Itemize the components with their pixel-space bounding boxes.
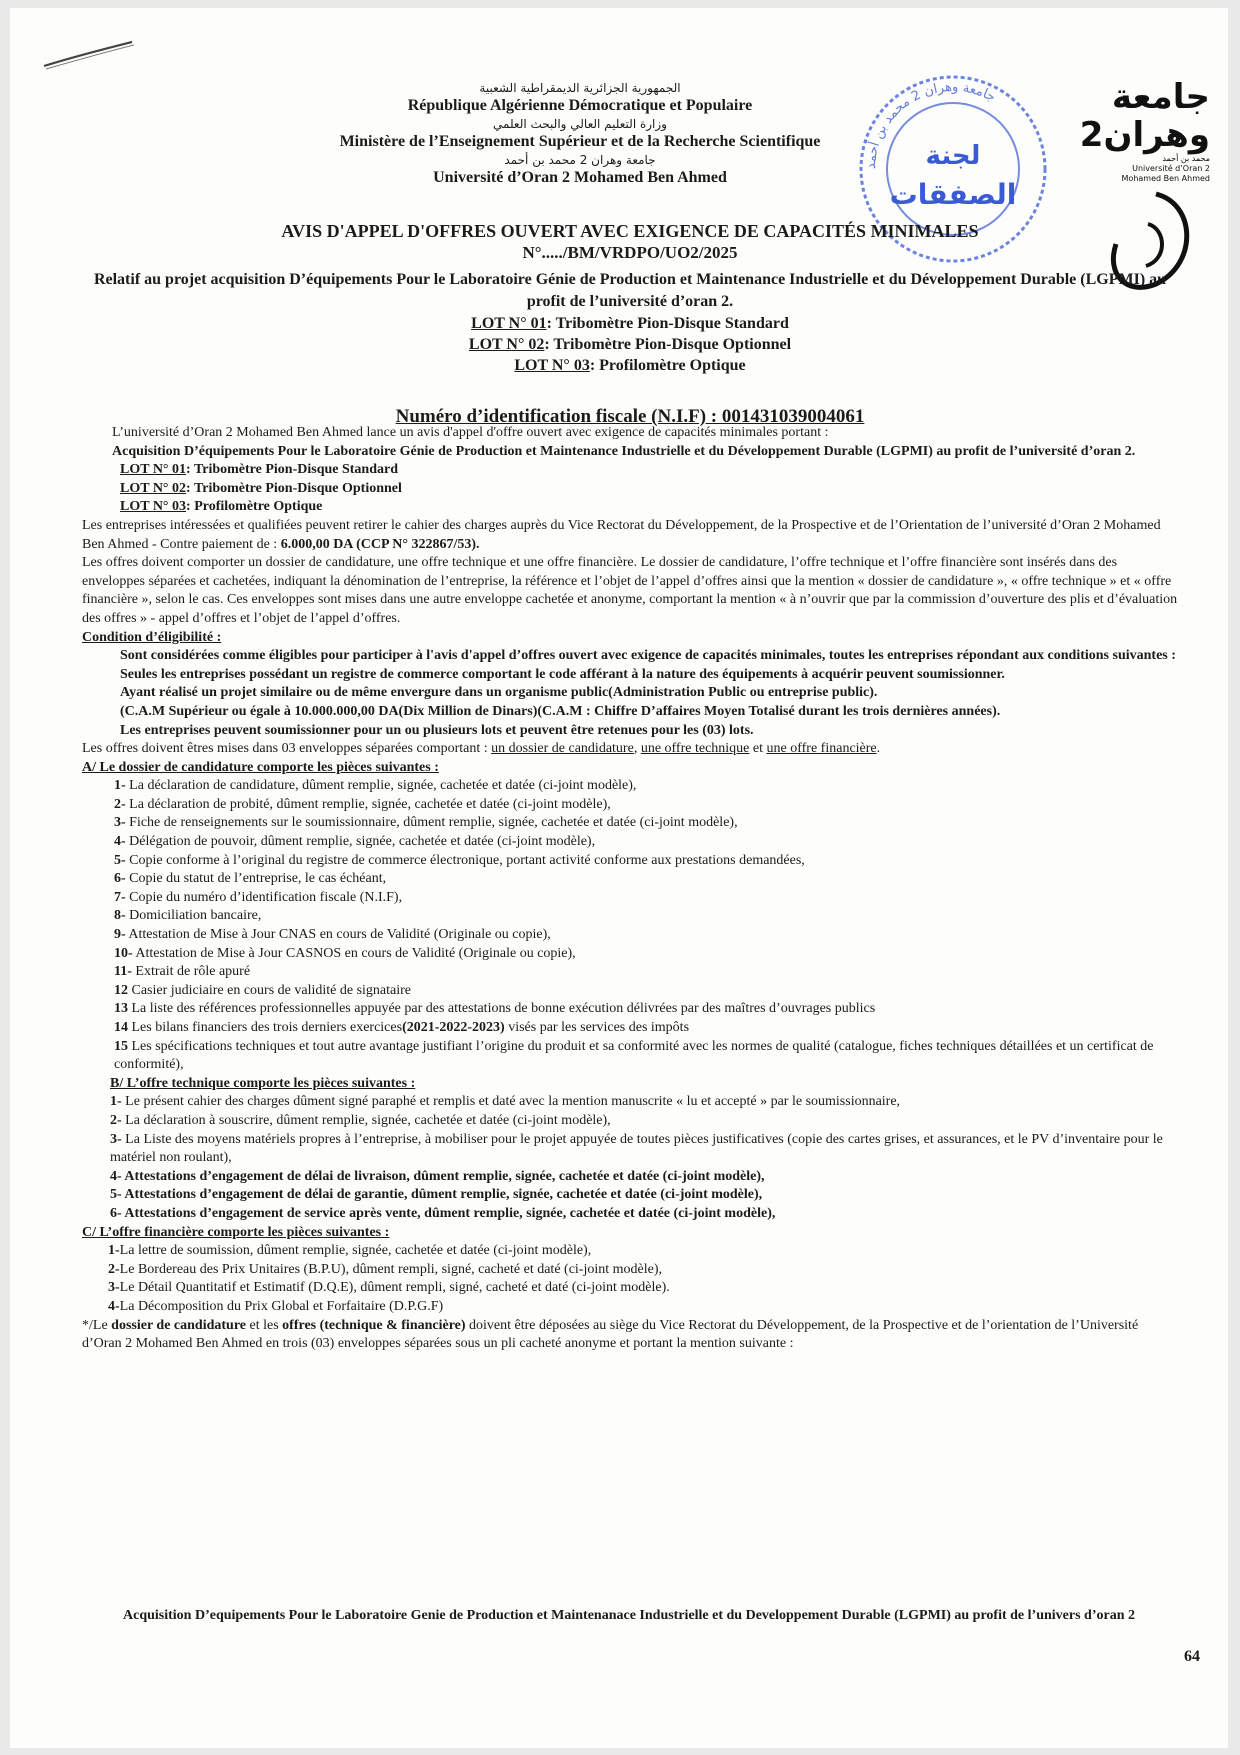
title-lot-2: LOT N° 02: Tribomètre Pion-Disque Optionnel	[468, 336, 792, 353]
university-arabic: جامعة وهران 2 محمد بن أحمد	[504, 153, 656, 167]
final-paragraph: */Le dossier de candidature et les offres (technique & financière) doivent être déposées au siège du Vice Rectorat du Développement, de la Prospective et de l’orientation de l’Université d’Oran 2 Mohamed Ben Ahmed en trois (03) enveloppes séparées sous un pli cacheté anonyme et portant la mention suivante :	[82, 1317, 1139, 1352]
tender-title-block	[90, 220, 1170, 376]
section-c-title: C/ L’offre financière comporte les pièces suivantes :	[82, 1224, 390, 1240]
logo-sub-arabic: محمد بن أحمد	[1162, 154, 1210, 163]
section-a-item: 12 Casier judiciaire en cours de validité de signataire	[114, 982, 412, 998]
section-a-list	[82, 777, 1180, 1075]
section-a-item: 2- La déclaration de probité, dûment remplie, signée, cachetée et datée (ci-joint modèle),	[114, 796, 611, 812]
tax-id-heading: Numéro d’identification fiscale (N.I.F) : 001431039004061	[395, 406, 865, 427]
logo-sub-french-1: Université d’Oran 2	[1132, 164, 1210, 173]
tender-subject: Relatif au projet acquisition D’équipements Pour le Laboratoire Génie de Production et Maintenance Industrielle et du Développement Durable (LGPMI) au profit de l’université d’oran 2.	[93, 271, 1167, 310]
section-b-item: 2- La déclaration à souscrire, dûment remplie, signée, cachetée et datée (ci-joint modèle),	[110, 1112, 611, 1128]
university-french: Université d’Oran 2 Mohamed Ben Ahmed	[433, 169, 727, 186]
section-c-item: 3-Le Détail Quantitatif et Estimatif (D.Q.E), dûment rempli, signé, cacheté et daté (ci-joint modèle).	[108, 1280, 670, 1296]
section-b-item: 1- Le présent cahier des charges dûment signé paraphé et remplis et daté avec la mention manuscrite « lu et accepté » par le soumissionnaire,	[110, 1094, 901, 1110]
ministry-arabic: وزارة التعليم العالي والبحث العلمي	[493, 117, 667, 131]
ministry-french: Ministère de l’Enseignement Supérieur et de la Recherche Scientifique	[339, 133, 821, 150]
republic-arabic: الجمهورية الجزائرية الديمقراطية الشعبية	[479, 81, 681, 95]
stamp-line-1: لجنة	[925, 141, 981, 171]
condition-line-3: Ayant réalisé un projet similaire ou de même envergure dans un organisme public(Administration Public ou entreprise public).	[120, 685, 878, 701]
section-b-item: 5- Attestations d’engagement de délai de garantie, dûment remplie, signée, cachetée et datée (ci-joint modèle),	[110, 1187, 763, 1203]
stamp-ring-text: جامعة وهران 2 محمد بن أحمد	[863, 79, 998, 170]
section-a-item: 11- Extrait de rôle apuré	[114, 964, 251, 980]
section-a-item: 6- Copie du statut de l’entreprise, le cas échéant,	[114, 871, 387, 887]
section-b-list	[82, 1093, 1180, 1223]
section-c-list	[82, 1242, 1180, 1316]
section-a-item: 10- Attestation de Mise à Jour CASNOS en cours de Validité (Originale ou copie),	[114, 945, 576, 961]
section-c-item: 4-La Décomposition du Prix Global et Forfaitaire (D.P.G.F)	[108, 1298, 444, 1314]
title-lot-1: LOT N° 01: Tribomètre Pion-Disque Standard	[471, 315, 789, 332]
intro-text: L’université d’Oran 2 Mohamed Ben Ahmed lance un avis d'appel d'offre ouvert avec exigence de capacités minimales portant :	[112, 425, 829, 440]
section-b-item: 3- La Liste des moyens matériels propres à l’entreprise, à mobiliser pour le projet appuyée de toutes pièces justificatives (copie des cartes grises, et assurances, et le PV d’inventaire pour le matériel non roulant),	[110, 1131, 1163, 1166]
tender-number: N°...../BM/VRDPO/UO2/2025	[522, 243, 738, 262]
section-c-item: 1-La lettre de soumission, dûment remplie, signée, cachetée et datée (ci-joint modèle),	[108, 1243, 592, 1259]
logo-sub-french-2: Mohamed Ben Ahmed	[1121, 174, 1210, 183]
section-c-item: 2-Le Bordereau des Prix Unitaires (B.P.U), dûment rempli, signé, cacheté et daté (ci-joint modèle),	[108, 1261, 663, 1277]
body-lot-1: LOT N° 01: Tribomètre Pion-Disque Standard	[120, 462, 398, 478]
notice-body	[82, 424, 1180, 1354]
body-lot-2: LOT N° 02: Tribomètre Pion-Disque Optionnel	[120, 480, 402, 496]
body-lot-3: LOT N° 03: Profilomètre Optique	[120, 499, 323, 515]
section-b-item: 6- Attestations d’engagement de service après vente, dûment remplie, signée, cachetée et datée (ci-joint modèle),	[110, 1205, 776, 1221]
condition-line-1: Sont considérées comme éligibles pour participer à l'avis d'appel d’offres ouvert avec exigence de capacités minimales, toutes les entreprises répondant aux conditions suivantes :	[120, 648, 1176, 664]
section-a-item: 3- Fiche de renseignements sur le soumissionnaire, dûment remplie, signée, cachetée et datée (ci-joint modèle),	[114, 815, 738, 831]
document-page	[10, 8, 1228, 1748]
section-a-item: 15 Les spécifications techniques et tout autre avantage justifiant l’origine du produit et sa conformité avec les normes de qualité (catalogue, fiches techniques détaillées et un certificat de conformité),	[114, 1038, 1154, 1073]
section-a-item: 13 La liste des références professionnelles appuyée par des attestations de bonne exécution délivrées par des maîtres d’ouvrages publics	[114, 1001, 876, 1017]
tender-title: AVIS D'APPEL D'OFFRES OUVERT AVEC EXIGENCE DE CAPACITÉS MINIMALES	[281, 221, 979, 241]
section-a-title: A/ Le dossier de candidature comporte les pièces suivantes :	[82, 759, 439, 775]
section-a-item: 8- Domiciliation bancaire,	[114, 908, 262, 924]
page-number: 64	[1184, 1648, 1200, 1665]
section-a-item: 5- Copie conforme à l’original du registre de commerce électronique, portant activité conforme aux prestations demandées,	[114, 852, 805, 868]
section-a-item: 7- Copie du numéro d’identification fiscale (N.I.F),	[114, 889, 403, 905]
condition-title: Condition d’éligibilité :	[82, 629, 222, 645]
intro-subject: Acquisition D’équipements Pour le Laboratoire Génie de Production et Maintenance Industrielle et du Développement Durable (LGPMI) au profit de l’université d’oran 2.	[112, 443, 1136, 459]
offres-paragraph: Les offres doivent comporter un dossier de candidature, une offre technique et une offre financière. Le dossier de candidature, l’offre technique et l’offre financière sont insérés dans des enveloppes séparées et cachetées, indiquant la dénomination de l’entreprise, la référence et l’objet de l’appel d’offres ainsi que la mention « dossier de candidature », « offre technique » et « offre financière », selon le cas. Ces enveloppes sont mises dans une autre enveloppe cachetée et anonyme, comportant la mention « à n’ouvrir que par la commission d’ouverture des plis et d’évaluation des offres » - appel d’offres et l’objet de l’appel d’offres.	[82, 555, 1178, 626]
institution-header	[250, 80, 910, 188]
republic-french: République Algérienne Démocratique et Populaire	[407, 97, 753, 114]
page-footer: Acquisition D’equipements Pour le Laboratoire Genie de Production et Maintenanace Industrielle et du Developpement Durable (LGPMI) au profit de l’univers d’oran 2	[123, 1608, 1135, 1623]
section-a-item: 9- Attestation de Mise à Jour CNAS en cours de Validité (Originale ou copie),	[114, 927, 551, 943]
logo-name-arabic: جامعة وهران2	[1079, 77, 1210, 155]
section-a-item: 4- Délégation de pouvoir, dûment remplie, signée, cachetée et datée (ci-joint modèle),	[114, 834, 596, 850]
section-b-item: 4- Attestations d’engagement de délai de livraison, dûment remplie, signée, cachetée et datée (ci-joint modèle),	[110, 1168, 765, 1184]
section-a-item: 14 Les bilans financiers des trois derniers exercices(2021-2022-2023) visés par les services des impôts	[114, 1020, 690, 1035]
enveloppes-line: Les offres doivent êtres mises dans 03 enveloppes séparées comportant : un dossier de candidature, une offre technique et une offre financière.	[82, 741, 881, 757]
pen-stroke-mark	[40, 36, 140, 76]
condition-line-2: Seules les entreprises possédant un registre de commerce comportant le code afférant à la nature des équipements à acquérir peuvent soumissionner.	[120, 666, 1005, 682]
stamp-line-2: الصفقات	[889, 178, 1017, 211]
title-lot-3: LOT N° 03: Profilomètre Optique	[514, 357, 746, 374]
section-a-item: 1- La déclaration de candidature, dûment remplie, signée, cachetée et datée (ci-joint modèle),	[114, 778, 637, 794]
section-b-title: B/ L’offre technique comporte les pièces suivantes :	[110, 1075, 416, 1091]
retirer-paragraph: Les entreprises intéressées et qualifiées peuvent retirer le cahier des charges auprès du Vice Rectorat du Développement, de la Prospective et de l’Orientation de l’université d’Oran 2 Mohamed Ben Ahmed - Contre paiement de : 6.000,00 DA (CCP N° 322867/53).	[82, 517, 1161, 552]
condition-line-5: Les entreprises peuvent soumissionner pour un ou plusieurs lots et peuvent être retenues pour les (03) lots.	[120, 722, 754, 738]
condition-line-4: (C.A.M Supérieur ou égale à 10.000.000,00 DA(Dix Million de Dinars)(C.A.M : Chiffre D’affaires Moyen Totalisé durant les trois dernières années).	[120, 703, 1001, 719]
